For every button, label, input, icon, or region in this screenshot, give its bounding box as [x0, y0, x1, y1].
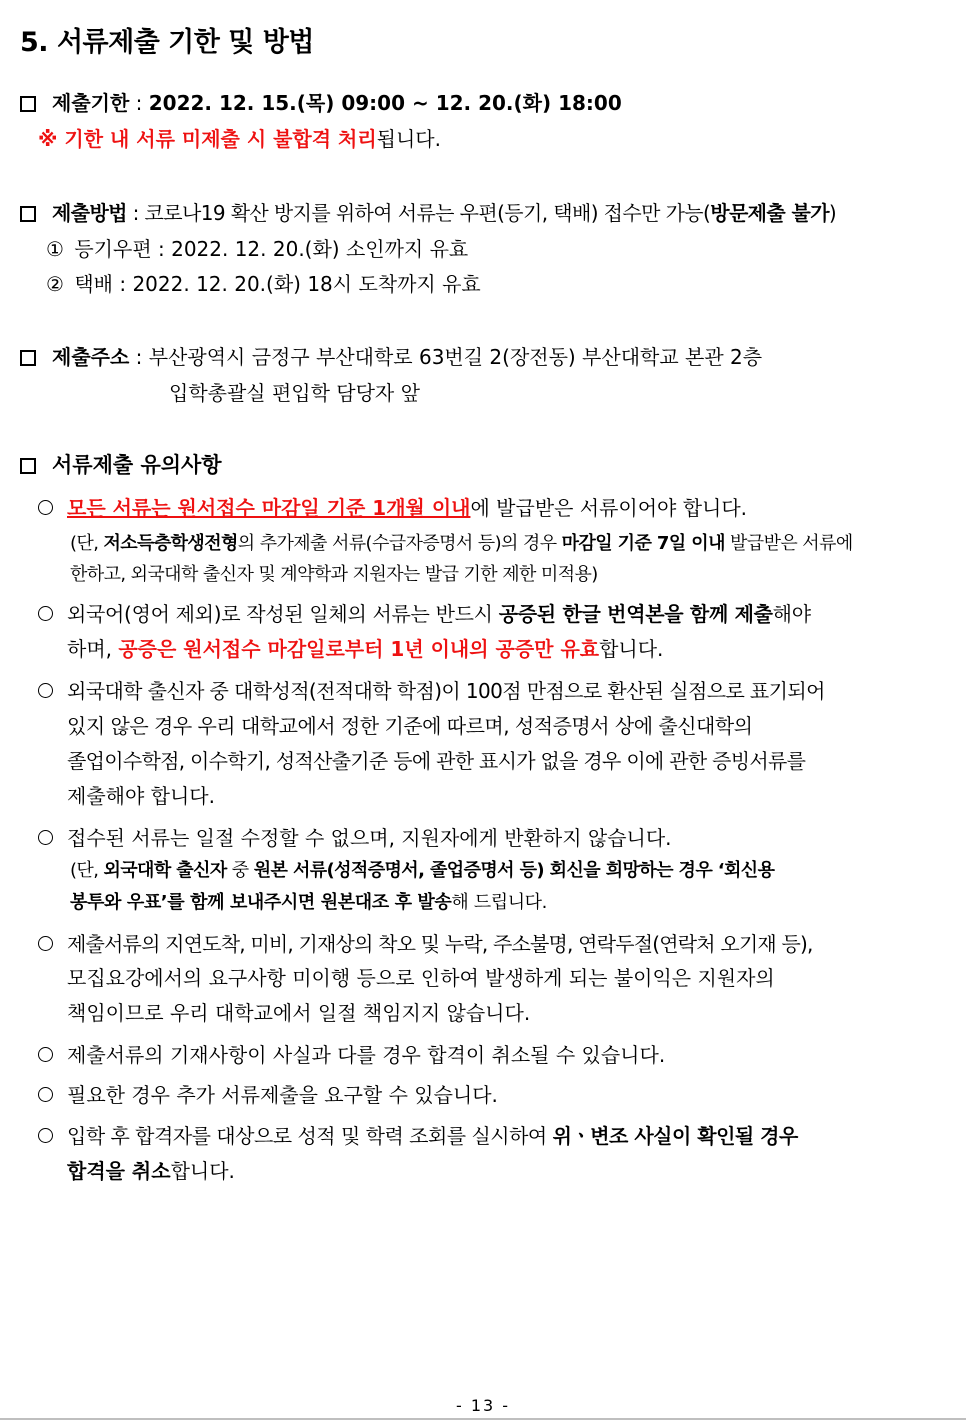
text: (단, [70, 533, 104, 554]
bottom-divider [0, 1418, 966, 1420]
text-bold: 마감일 기준 7일 이내 [561, 533, 725, 554]
text: (단, [70, 860, 104, 881]
colon: : [129, 91, 149, 115]
text-bold: 봉투와 우표’를 함께 보내주시면 원본대조 후 발송 [70, 892, 452, 913]
method-bold: 방문제출 불가 [710, 201, 829, 225]
note-item [38, 822, 672, 851]
note3-line: 제출해야 합니다. [67, 784, 215, 808]
note-item [38, 492, 747, 521]
note-item [38, 928, 813, 957]
address-line2: 입학총괄실 편입학 담당자 앞 [169, 381, 420, 405]
checkbox-square-icon [20, 96, 36, 112]
text: 제출서류의 지연도착, 미비, 기재상의 착오 및 누락, 주소불명, 연락두절(연락처 오기재 등), [67, 932, 813, 956]
text-bold: 위ㆍ변조 사실이 확인될 경우 [552, 1124, 798, 1148]
method-item [46, 233, 468, 262]
note-item [38, 598, 811, 627]
reference-mark: ※ [38, 127, 65, 151]
section-title: 5. 서류제출 기한 및 방법 [20, 27, 314, 58]
note1-red: 모든 서류는 원서접수 마감일 기준 1개월 이내 [67, 496, 471, 520]
note4-sub2 [70, 888, 547, 914]
deadline-value: 2022. 12. 15.(목) 09:00 ~ 12. 20.(화) 18:00 [148, 91, 622, 115]
checkbox-square-icon [20, 350, 36, 366]
address-line1: 부산광역시 금정구 부산대학로 63번길 2(장전동) 부산대학교 본관 2층 [148, 345, 763, 369]
deadline-row [20, 87, 622, 116]
text: 입학 후 합격자를 대상으로 성적 및 학력 조회를 실시하여 [67, 1124, 553, 1148]
text: 합니다. [599, 637, 664, 661]
circle-bullet-icon [38, 1047, 53, 1062]
text: 접수된 서류는 일절 수정할 수 없으며, 지원자에게 반환하지 않습니다. [67, 826, 672, 850]
text: 해 드립니다. [451, 892, 547, 913]
text: 하며, [67, 637, 119, 661]
text: 필요한 경우 추가 서류제출을 요구할 수 있습니다. [67, 1083, 498, 1107]
text-bold: 공증된 한글 번역본을 함께 제출 [498, 602, 773, 626]
text: 발급받은 서류에 [724, 533, 853, 554]
circle-bullet-icon [38, 683, 53, 698]
address-label: 제출주소 [52, 345, 130, 369]
note-item [38, 675, 825, 704]
note3-line: 있지 않은 경우 우리 대학교에서 정한 기준에 따르며, 성적증명서 상에 출신대학의 [67, 714, 753, 738]
text: 의 추가제출 서류(수급자증명서 등)의 경우 [237, 533, 562, 554]
text: 외국대학 출신자 중 대학성적(전적대학 학점)이 100점 만점으로 환산된 실점으로 표기되어 [67, 679, 825, 703]
text-bold: 원본 서류(성적증명서, 졸업증명서 등) 회신을 희망하는 경우 ‘회신용 [253, 860, 775, 881]
note1-rest: 에 발급받은 서류이어야 합니다. [470, 496, 748, 520]
method-item-text: 등기우편 : 2022. 12. 20.(화) 소인까지 유효 [74, 237, 469, 261]
circle-bullet-icon [38, 1128, 53, 1143]
text-bold: 저소득층학생전형 [103, 533, 238, 554]
address-row [20, 341, 762, 370]
note1-sub2: 한하고, 외국대학 출신자 및 계약학과 지원자는 발급 기한 제한 미적용) [70, 564, 598, 585]
circle-bullet-icon [38, 830, 53, 845]
note-item [38, 1120, 798, 1149]
circle-bullet-icon [38, 606, 53, 621]
text: 합니다. [170, 1159, 235, 1183]
notes-heading [20, 449, 222, 479]
circle-bullet-icon [38, 1087, 53, 1102]
circled-one: ① [46, 237, 64, 261]
deadline-note-red: 기한 내 서류 미제출 시 불합격 처리 [64, 127, 377, 151]
note8-line2 [67, 1155, 235, 1184]
method-label: 제출방법 [52, 201, 127, 225]
method-text: 코로나19 확산 방지를 위하여 서류는 우편(등기, 택배) 접수만 가능( [144, 201, 711, 225]
text: 중 [226, 860, 254, 881]
colon: : [126, 201, 145, 225]
circled-two: ② [46, 272, 64, 296]
checkbox-square-icon [20, 458, 36, 474]
deadline-label: 제출기한 [52, 91, 130, 115]
text-bold: 합격을 취소 [67, 1159, 171, 1183]
text-bold: 외국대학 출신자 [103, 860, 227, 881]
note1-sub [70, 529, 853, 555]
page-number: - 13 - [455, 1396, 511, 1415]
circle-bullet-icon [38, 500, 53, 515]
method-item-text: 택배 : 2022. 12. 20.(화) 18시 도착까지 유효 [74, 272, 481, 296]
note5-line: 모집요강에서의 요구사항 미이행 등으로 인하여 발생하게 되는 불이익은 지원자의 [67, 966, 775, 990]
notes-label: 서류제출 유의사항 [52, 453, 222, 477]
note-item [38, 1039, 665, 1068]
note-item [38, 1079, 498, 1108]
deadline-note-rest: 됩니다. [376, 127, 441, 151]
method-row [20, 197, 836, 226]
checkbox-square-icon [20, 206, 36, 222]
method-item [46, 268, 481, 297]
text-red: 공증은 원서접수 마감일로부터 1년 이내의 공증만 유효 [118, 637, 600, 661]
note4-sub [70, 856, 774, 882]
text: 외국어(영어 제외)로 작성된 일체의 서류는 반드시 [67, 602, 499, 626]
note2-line2 [67, 633, 663, 662]
text: 해야 [772, 602, 811, 626]
circle-bullet-icon [38, 936, 53, 951]
deadline-note [38, 123, 441, 152]
method-close: ) [828, 201, 837, 225]
note5-line: 책임이므로 우리 대학교에서 일절 책임지지 않습니다. [67, 1001, 531, 1025]
note3-line: 졸업이수학점, 이수학기, 성적산출기준 등에 관한 표시가 없을 경우 이에 관한 증빙서류를 [67, 749, 806, 773]
colon: : [129, 345, 149, 369]
text: 제출서류의 기재사항이 사실과 다를 경우 합격이 취소될 수 있습니다. [67, 1043, 666, 1067]
